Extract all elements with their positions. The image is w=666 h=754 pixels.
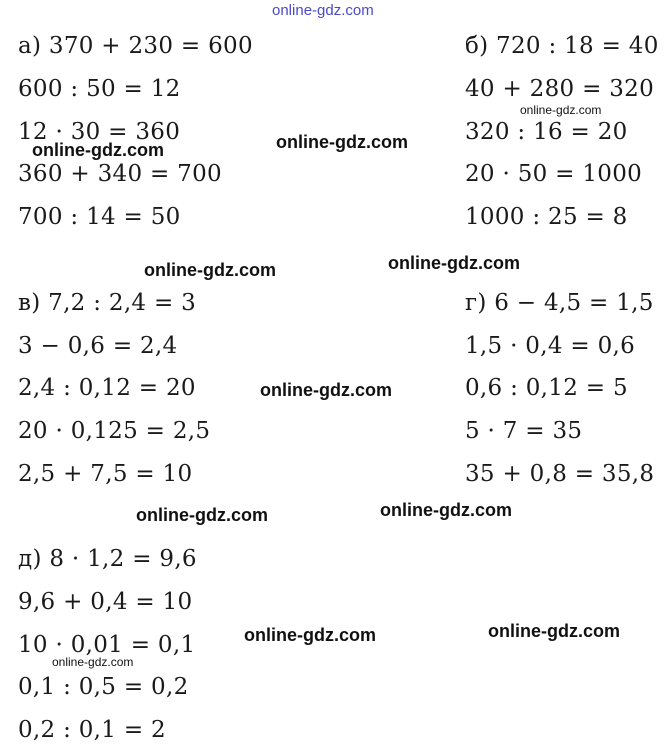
equation-line: 320 : 16 = 20 (465, 119, 628, 145)
equation-line: 360 + 340 = 700 (18, 161, 222, 187)
watermark-small: online-gdz.com (520, 103, 602, 117)
equation-line: 10 · 0,01 = 0,1 (18, 632, 196, 658)
equation-line: 700 : 14 = 50 (18, 204, 181, 230)
equation-line: 3 − 0,6 = 2,4 (18, 333, 178, 359)
equation-line: 12 · 30 = 360 (18, 119, 181, 145)
watermark: online-gdz.com (380, 500, 512, 520)
equation-line: 35 + 0,8 = 35,8 (465, 461, 655, 487)
equation-line: 1000 : 25 = 8 (465, 204, 628, 230)
equation-line: 1,5 · 0,4 = 0,6 (465, 333, 636, 359)
watermark-top: online-gdz.com (272, 2, 374, 19)
equation-line: а) 370 + 230 = 600 (18, 33, 253, 59)
equation-line: 600 : 50 = 12 (18, 76, 181, 102)
equation-line: 0,6 : 0,12 = 5 (465, 375, 628, 401)
watermark: online-gdz.com (388, 253, 520, 273)
equation-line: д) 8 · 1,2 = 9,6 (18, 546, 197, 572)
watermark: online-gdz.com (244, 625, 376, 645)
equation-line: 9,6 + 0,4 = 10 (18, 589, 193, 615)
equation-line: б) 720 : 18 = 40 (465, 33, 659, 59)
equation-line: г) 6 − 4,5 = 1,5 (465, 290, 654, 316)
equation-line: 0,2 : 0,1 = 2 (18, 717, 166, 743)
watermark: online-gdz.com (32, 140, 164, 160)
watermark: online-gdz.com (276, 132, 408, 152)
watermark-small: online-gdz.com (52, 655, 134, 669)
watermark: online-gdz.com (136, 505, 268, 525)
watermark: online-gdz.com (260, 380, 392, 400)
equation-line: 2,4 : 0,12 = 20 (18, 375, 196, 401)
equation-line: 0,1 : 0,5 = 0,2 (18, 674, 189, 700)
equation-line: 40 + 280 = 320 (465, 76, 655, 102)
watermark: online-gdz.com (488, 621, 620, 641)
equation-line: 2,5 + 7,5 = 10 (18, 461, 193, 487)
equation-line: в) 7,2 : 2,4 = 3 (18, 290, 197, 316)
equation-line: 20 · 0,125 = 2,5 (18, 418, 211, 444)
equation-line: 5 · 7 = 35 (465, 418, 583, 444)
equation-line: 20 · 50 = 1000 (465, 161, 643, 187)
watermark: online-gdz.com (144, 260, 276, 280)
